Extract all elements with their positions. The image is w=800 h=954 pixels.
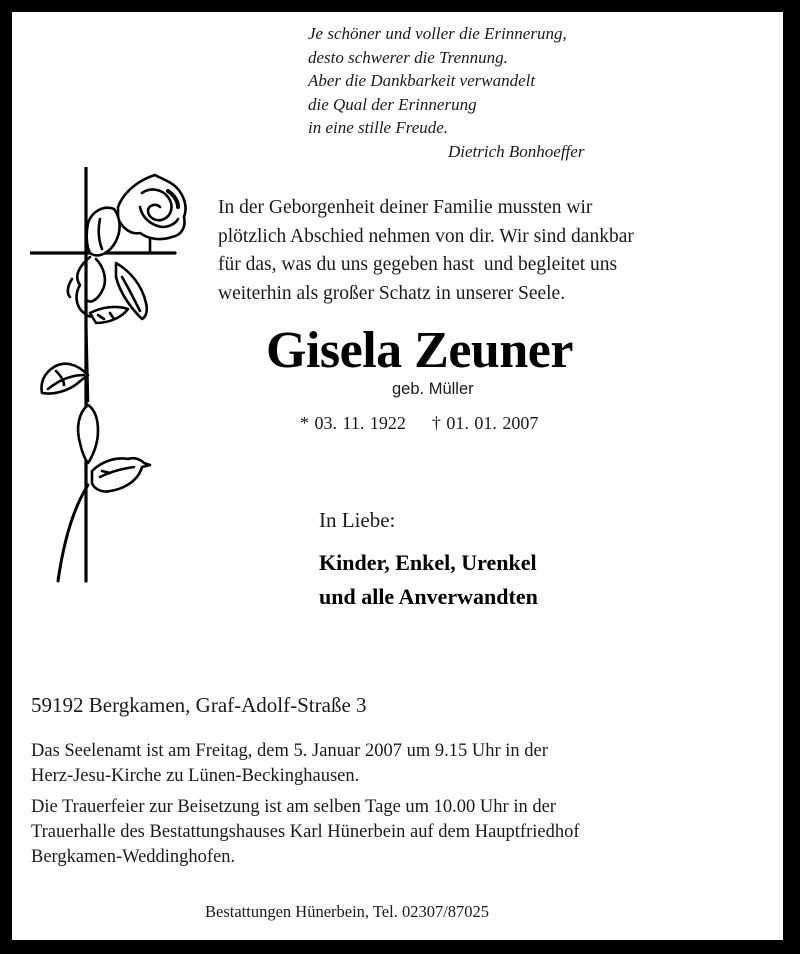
poem-quote [308, 22, 584, 163]
funeral-line: Die Trauerfeier zur Beisetzung ist am selben Tage um 10.00 Uhr in der [31, 797, 556, 817]
requiem-info [31, 739, 580, 789]
deceased-name: Gisela Zeuner [266, 322, 573, 379]
life-dates [300, 412, 538, 434]
poem-line: desto schwerer die Trennung. [308, 47, 508, 67]
intro-line: plötzlich Abschied nehmen von dir. Wir sind dankbar [218, 225, 634, 247]
funeral-line: Trauerhalle des Bestattungshauses Karl Hünerbein auf dem Hauptfriedhof [31, 822, 580, 842]
obituary-notice [12, 12, 783, 940]
death-date: † 01. 01. 2007 [431, 413, 539, 433]
funeral-line: Bergkamen-Weddinghofen. [31, 847, 236, 867]
poem-line: die Qual der Erinnerung [308, 94, 477, 114]
service-details [31, 739, 580, 876]
mourners-line: und alle Anverwandten [319, 584, 538, 609]
family-address: 59192 Bergkamen, Graf-Adolf-Straße 3 [31, 693, 367, 717]
intro-line: In der Geborgenheit deiner Familie mussten wir [218, 197, 593, 218]
poem-line: Je schöner und voller die Erinnerung, [308, 24, 567, 43]
cross-with-rose-icon [30, 167, 210, 597]
mourners-line: Kinder, Enkel, Urenkel [319, 550, 537, 575]
maiden-name: geb. Müller [392, 380, 474, 398]
birth-date: * 03. 11. 1922 [300, 413, 406, 433]
requiem-line: Das Seelenamt ist am Freitag, dem 5. Januar 2007 um 9.15 Uhr in der [31, 741, 548, 761]
intro-text [218, 194, 634, 308]
funeral-home-contact: Bestattungen Hünerbein, Tel. 02307/87025 [205, 902, 490, 921]
intro-line: weiterhin als großer Schatz in unserer Seele. [218, 282, 566, 304]
intro-line: für das, was du uns gegeben hast und begleitet uns [218, 254, 618, 275]
poem-line: Aber die Dankbarkeit verwandelt [308, 71, 536, 90]
requiem-line: Herz-Jesu-Kirche zu Lünen-Beckinghausen. [31, 766, 360, 786]
mourners-list [319, 546, 538, 614]
poem-line: in eine stille Freude. [308, 118, 449, 137]
mourners-label: In Liebe: [319, 508, 396, 532]
funeral-info [31, 795, 580, 870]
poem-author: Dietrich Bonhoeffer [448, 141, 585, 161]
